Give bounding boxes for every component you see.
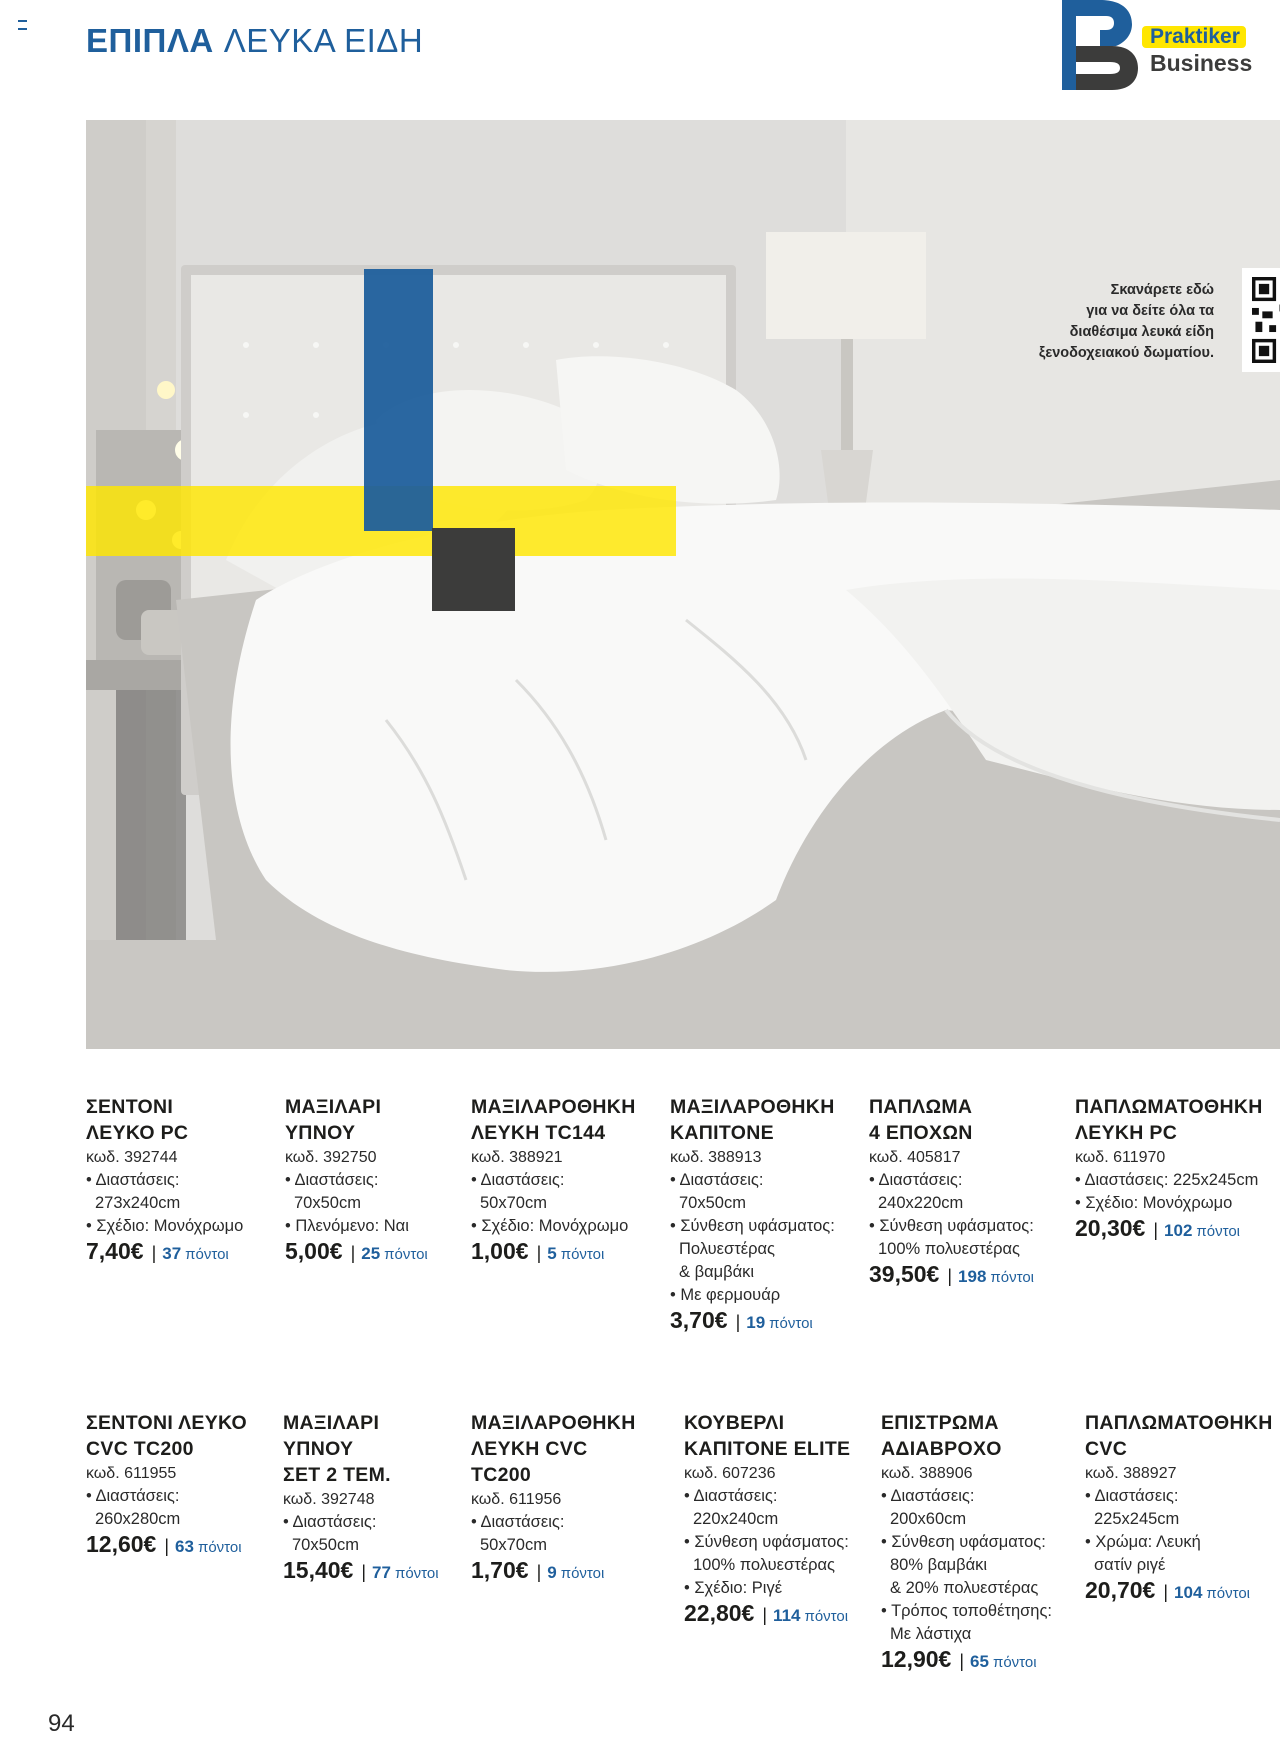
product-name-line: ΥΠΝΟΥ bbox=[283, 1438, 354, 1460]
product-name-line: ΥΠΝΟΥ bbox=[285, 1122, 356, 1144]
product-name-line: ΚΟΥΒΕΡΛΙ bbox=[684, 1412, 785, 1434]
product-spec: • Σχέδιο: Ριγέ bbox=[684, 1579, 783, 1597]
points-label: πόντοι bbox=[197, 1539, 242, 1556]
product-name-line: ΛΕΥΚΗ PC bbox=[1075, 1122, 1178, 1144]
points-label: πόντοι bbox=[384, 1246, 428, 1263]
price-separator: | bbox=[361, 1562, 367, 1582]
product-spec: • Διαστάσεις: bbox=[86, 1171, 180, 1189]
product-name bbox=[1075, 1094, 1263, 1146]
product-name-line: ΚΑΠΙΤΟΝΕ ELITE bbox=[684, 1438, 851, 1460]
points-label: πόντοι bbox=[560, 1246, 605, 1263]
price-row bbox=[684, 1602, 850, 1628]
product-spec: • Διαστάσεις: bbox=[869, 1171, 963, 1189]
product-code: κωδ. 611970 bbox=[1075, 1149, 1166, 1166]
product-card[interactable] bbox=[881, 1410, 1052, 1674]
price-row bbox=[86, 1533, 247, 1559]
qr-caption-line: διαθέσιμα λευκά είδη bbox=[1069, 324, 1214, 340]
product-name-line: CVC TC200 bbox=[86, 1438, 194, 1460]
product-points: 25 bbox=[361, 1244, 381, 1263]
product-code: κωδ. 388921 bbox=[471, 1149, 563, 1166]
product-price: 22,80€ bbox=[684, 1600, 755, 1626]
product-points: 63 bbox=[175, 1537, 194, 1556]
qr-caption-line: ξενοδοχειακού δωματίου. bbox=[1038, 345, 1214, 361]
product-spec: • Διαστάσεις: bbox=[684, 1487, 778, 1505]
product-code: κωδ. 392750 bbox=[285, 1149, 377, 1166]
price-row bbox=[869, 1263, 1034, 1289]
price-separator: | bbox=[151, 1243, 157, 1263]
page-title bbox=[86, 22, 423, 60]
price-separator: | bbox=[762, 1605, 768, 1625]
price-separator: | bbox=[735, 1312, 741, 1332]
price-row bbox=[471, 1559, 636, 1585]
price-separator: | bbox=[536, 1562, 542, 1582]
product-spec: • Τρόπος τοποθέτησης: bbox=[881, 1602, 1053, 1620]
price-row bbox=[283, 1559, 439, 1585]
price-separator: | bbox=[959, 1651, 965, 1671]
product-card[interactable] bbox=[670, 1094, 835, 1335]
points-label: πόντοι bbox=[394, 1565, 439, 1582]
product-card[interactable] bbox=[869, 1094, 1034, 1289]
product-spec: σατίν ριγέ bbox=[1094, 1556, 1166, 1574]
product-spec: & 20% πολυεστέρας bbox=[890, 1579, 1039, 1597]
product-price: 1,70€ bbox=[471, 1557, 529, 1583]
product-name-line: ΠΑΠΛΩΜΑΤΟΘΗΚΗ bbox=[1085, 1412, 1273, 1434]
product-spec: • Με φερμουάρ bbox=[670, 1286, 781, 1304]
product-spec: 70x50cm bbox=[292, 1536, 359, 1554]
product-name-line: ΣΕΝΤΟΝΙ bbox=[86, 1096, 174, 1118]
product-spec: 100% πολυεστέρας bbox=[878, 1240, 1020, 1258]
product-name-line: ΜΑΞΙΛΑΡΙ bbox=[285, 1096, 382, 1118]
product-points: 198 bbox=[958, 1267, 987, 1286]
product-points: 114 bbox=[773, 1606, 801, 1625]
price-row bbox=[670, 1309, 835, 1335]
product-spec: 100% πολυεστέρας bbox=[693, 1556, 835, 1574]
qr-caption-line: Σκανάρετε εδώ bbox=[1110, 282, 1214, 298]
product-spec: • Πλενόμενο: Ναι bbox=[285, 1217, 409, 1235]
price-separator: | bbox=[1163, 1582, 1169, 1602]
product-spec: • Διαστάσεις: bbox=[1085, 1487, 1179, 1505]
product-name bbox=[471, 1410, 636, 1488]
product-code: κωδ. 388913 bbox=[670, 1149, 762, 1166]
decorative-blue-bar bbox=[364, 269, 433, 531]
product-price: 20,30€ bbox=[1075, 1215, 1146, 1241]
product-card[interactable] bbox=[471, 1094, 636, 1266]
product-spec: 200x60cm bbox=[890, 1510, 967, 1528]
logo-brand-name: Praktiker bbox=[1142, 26, 1246, 48]
product-price: 15,40€ bbox=[283, 1557, 354, 1583]
product-spec: 225x245cm bbox=[1094, 1510, 1180, 1528]
menu-icon bbox=[18, 20, 27, 30]
product-code: κωδ. 388927 bbox=[1085, 1465, 1177, 1482]
product-points: 19 bbox=[746, 1313, 766, 1332]
price-separator: | bbox=[947, 1266, 953, 1286]
qr-code[interactable] bbox=[1242, 268, 1280, 372]
product-card[interactable] bbox=[283, 1410, 439, 1585]
product-spec: 70x50cm bbox=[679, 1194, 746, 1212]
product-spec: • Σύνθεση υφάσματος: bbox=[684, 1533, 849, 1551]
product-price: 20,70€ bbox=[1085, 1577, 1156, 1603]
product-name-line: ΠΑΠΛΩΜΑ bbox=[869, 1096, 973, 1118]
product-name-line: ΜΑΞΙΛΑΡΙ bbox=[283, 1412, 380, 1434]
product-price: 12,90€ bbox=[881, 1646, 952, 1672]
product-name-line: ΜΑΞΙΛΑΡΟΘΗΚΗ bbox=[471, 1096, 636, 1118]
product-name-line: CVC bbox=[1085, 1438, 1128, 1460]
price-row bbox=[86, 1240, 243, 1266]
product-card[interactable] bbox=[86, 1094, 243, 1266]
points-label: πόντοι bbox=[804, 1608, 849, 1625]
product-name-line: ΣΕΝΤΟΝΙ ΛΕΥΚΟ bbox=[86, 1412, 247, 1434]
product-code: κωδ. 607236 bbox=[684, 1465, 776, 1482]
qr-caption-line: για να δείτε όλα τα bbox=[1086, 303, 1214, 319]
product-points: 5 bbox=[547, 1244, 557, 1263]
product-name bbox=[670, 1094, 835, 1146]
qr-caption bbox=[986, 280, 1214, 364]
product-spec: • Χρώμα: Λευκή bbox=[1085, 1533, 1201, 1551]
product-points: 9 bbox=[547, 1563, 557, 1582]
bedroom-photo-illustration bbox=[86, 120, 1280, 1049]
product-name bbox=[684, 1410, 850, 1462]
product-spec: 50x70cm bbox=[480, 1194, 547, 1212]
product-name-line: ΚΑΠΙΤΟΝΕ bbox=[670, 1122, 774, 1144]
hero-image bbox=[86, 120, 1280, 1049]
product-name-line: ΑΔΙΑΒΡΟΧΟ bbox=[881, 1438, 1002, 1460]
product-spec: 273x240cm bbox=[95, 1194, 181, 1212]
product-points: 65 bbox=[970, 1652, 989, 1671]
product-code: κωδ. 611955 bbox=[86, 1465, 177, 1482]
product-spec: 70x50cm bbox=[294, 1194, 361, 1212]
product-spec: 50x70cm bbox=[480, 1536, 547, 1554]
product-code: κωδ. 392748 bbox=[283, 1491, 375, 1508]
product-price: 39,50€ bbox=[869, 1261, 940, 1287]
product-spec: & βαμβάκι bbox=[679, 1263, 755, 1281]
product-points: 104 bbox=[1174, 1583, 1203, 1602]
product-points: 102 bbox=[1164, 1221, 1193, 1240]
product-spec: 220x240cm bbox=[693, 1510, 779, 1528]
product-price: 5,00€ bbox=[285, 1238, 343, 1264]
logo-b-mark-icon bbox=[1060, 0, 1140, 92]
product-name bbox=[86, 1094, 243, 1146]
product-code: κωδ. 405817 bbox=[869, 1149, 961, 1166]
product-points: 37 bbox=[162, 1244, 182, 1263]
product-name bbox=[869, 1094, 1034, 1146]
price-row bbox=[1075, 1217, 1263, 1243]
product-price: 7,40€ bbox=[86, 1238, 144, 1264]
price-separator: | bbox=[1153, 1220, 1159, 1240]
category-title: ΕΠΙΠΛΑ bbox=[86, 22, 214, 59]
product-name-line: ΣΕΤ 2 ΤΕΜ. bbox=[283, 1464, 391, 1486]
product-spec: 240x220cm bbox=[878, 1194, 964, 1212]
price-row bbox=[471, 1240, 636, 1266]
product-price: 12,60€ bbox=[86, 1531, 157, 1557]
product-code: κωδ. 388906 bbox=[881, 1465, 973, 1482]
product-spec: • Διαστάσεις: bbox=[471, 1513, 565, 1531]
product-spec: • Σχέδιο: Μονόχρωμο bbox=[86, 1217, 244, 1235]
price-separator: | bbox=[350, 1243, 356, 1263]
product-card[interactable] bbox=[684, 1410, 850, 1628]
points-label: πόντοι bbox=[185, 1246, 229, 1263]
points-label: πόντοι bbox=[769, 1315, 813, 1332]
product-spec: • Σχέδιο: Μονόχρωμο bbox=[471, 1217, 629, 1235]
praktiker-business-logo bbox=[1060, 0, 1280, 95]
product-spec: • Διαστάσεις: bbox=[670, 1171, 764, 1189]
logo-sub-name: Business bbox=[1150, 50, 1253, 76]
price-row bbox=[881, 1648, 1052, 1674]
product-name-line: ΜΑΞΙΛΑΡΟΘΗΚΗ bbox=[471, 1412, 636, 1434]
product-name-line: ΜΑΞΙΛΑΡΟΘΗΚΗ bbox=[670, 1096, 835, 1118]
price-separator: | bbox=[536, 1243, 542, 1263]
product-spec: • Σύνθεση υφάσματος: bbox=[881, 1533, 1046, 1551]
points-label: πόντοι bbox=[560, 1565, 605, 1582]
product-spec: • Σχέδιο: Μονόχρωμο bbox=[1075, 1194, 1233, 1212]
points-label: πόντοι bbox=[1206, 1585, 1251, 1602]
product-code: κωδ. 611956 bbox=[471, 1491, 562, 1508]
product-name-line: 4 ΕΠΟΧΩΝ bbox=[869, 1122, 973, 1144]
product-spec: Πολυεστέρας bbox=[679, 1240, 775, 1258]
product-name bbox=[471, 1094, 636, 1146]
product-spec: • Διαστάσεις: bbox=[285, 1171, 379, 1189]
product-spec: • Διαστάσεις: bbox=[86, 1487, 180, 1505]
product-name bbox=[1085, 1410, 1273, 1462]
product-name-line: ΛΕΥΚΗ TC144 bbox=[471, 1122, 606, 1144]
product-card[interactable] bbox=[86, 1410, 247, 1559]
points-label: πόντοι bbox=[1196, 1223, 1241, 1240]
product-code: κωδ. 392744 bbox=[86, 1149, 178, 1166]
product-name-line: ΠΑΠΛΩΜΑΤΟΘΗΚΗ bbox=[1075, 1096, 1263, 1118]
price-row bbox=[285, 1240, 428, 1266]
product-name bbox=[86, 1410, 247, 1462]
product-spec: • Διαστάσεις: bbox=[283, 1513, 377, 1531]
points-label: πόντοι bbox=[990, 1269, 1035, 1286]
product-points: 77 bbox=[372, 1563, 391, 1582]
product-name-line: TC200 bbox=[471, 1464, 532, 1486]
product-card[interactable] bbox=[285, 1094, 428, 1266]
product-spec: 80% βαμβάκι bbox=[890, 1556, 988, 1574]
price-row bbox=[1085, 1579, 1273, 1605]
product-spec: 260x280cm bbox=[95, 1510, 181, 1528]
product-price: 1,00€ bbox=[471, 1238, 529, 1264]
product-spec: • Διαστάσεις: bbox=[881, 1487, 975, 1505]
product-name-line: ΛΕΥΚΟ PC bbox=[86, 1122, 189, 1144]
subcategory-title: ΛΕΥΚΑ ΕΙΔΗ bbox=[223, 22, 424, 59]
product-card[interactable] bbox=[1085, 1410, 1273, 1605]
price-separator: | bbox=[164, 1536, 170, 1556]
product-name bbox=[285, 1094, 428, 1146]
decorative-dark-square bbox=[432, 528, 515, 611]
product-spec: • Διαστάσεις: bbox=[471, 1171, 565, 1189]
product-spec: • Σύνθεση υφάσματος: bbox=[670, 1217, 835, 1235]
product-card[interactable] bbox=[1075, 1094, 1263, 1243]
product-spec: • Σύνθεση υφάσματος: bbox=[869, 1217, 1034, 1235]
points-label: πόντοι bbox=[992, 1654, 1037, 1671]
product-spec: • Διαστάσεις: 225x245cm bbox=[1075, 1171, 1259, 1189]
product-name bbox=[283, 1410, 439, 1488]
qr-code-icon bbox=[1252, 277, 1280, 363]
product-name-line: ΕΠΙΣΤΡΩΜΑ bbox=[881, 1412, 999, 1434]
product-name-line: ΛΕΥΚΗ CVC bbox=[471, 1438, 588, 1460]
product-price: 3,70€ bbox=[670, 1307, 728, 1333]
product-card[interactable] bbox=[471, 1410, 636, 1585]
product-spec: Με λάστιχα bbox=[890, 1625, 972, 1643]
page-number: 94 bbox=[48, 1710, 75, 1737]
product-name bbox=[881, 1410, 1052, 1462]
